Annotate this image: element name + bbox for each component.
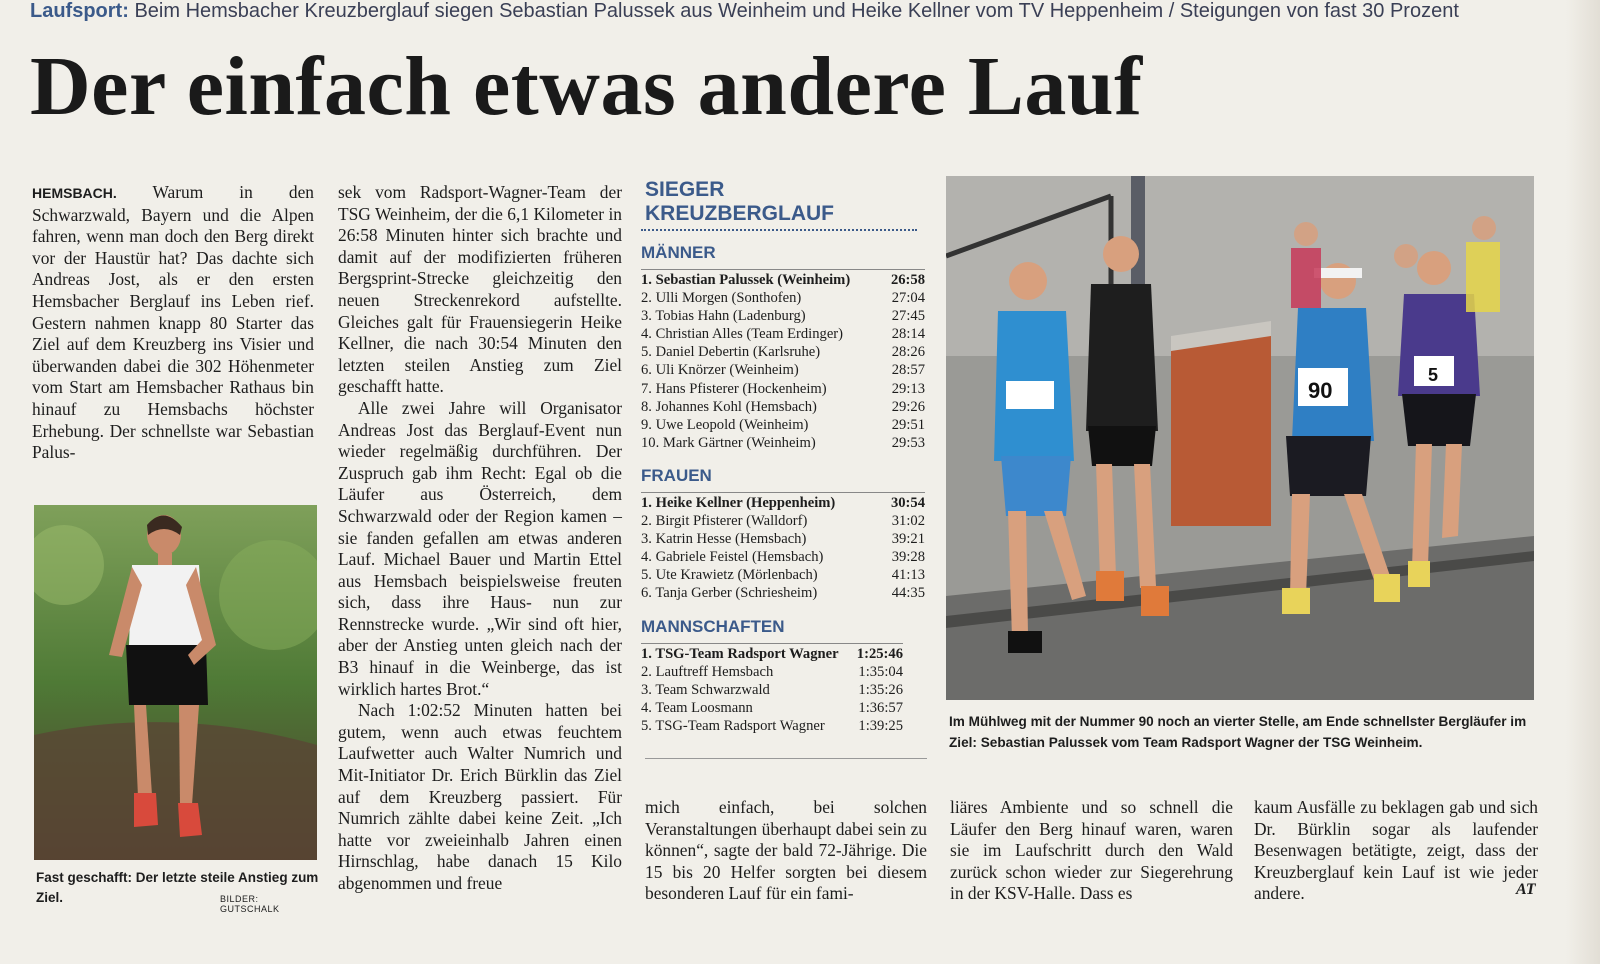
result-time: 39:21	[891, 531, 925, 548]
result-name: 4. Gabriele Feistel (Hemsbach)	[641, 549, 824, 566]
photo-runners	[946, 176, 1534, 700]
result-name: 2. Ulli Morgen (Sonthofen)	[641, 290, 802, 307]
result-row	[641, 398, 925, 416]
photo-credit: BILDER: GUTSCHALK	[220, 894, 280, 914]
result-time: 30:54	[890, 494, 925, 511]
result-row	[641, 416, 925, 434]
result-row	[641, 548, 925, 566]
result-row	[641, 530, 925, 548]
article-column-1	[32, 182, 314, 464]
result-time: 1:35:04	[858, 663, 903, 680]
photo-runners-image	[946, 176, 1534, 700]
photo-small-caption: Fast geschafft: Der letzte steile Anstieg zum Ziel.	[36, 870, 319, 905]
result-row	[641, 325, 925, 343]
result-time: 28:14	[891, 326, 925, 343]
result-time: 31:02	[891, 513, 925, 530]
article-column-2	[338, 182, 622, 895]
result-name: 3. Team Schwarzwald	[641, 681, 770, 698]
headline: Der einfach etwas andere Lauf	[30, 40, 1143, 133]
results-divider	[645, 758, 927, 759]
article-col3-text: mich einfach, bei solchen Veranstaltungen überhaupt dabei sein zu können“, sagte der bald 72-Jährige. Die 15 bis 20 Helfer sorgten bei diesem besonderen Lauf für ein fami-	[645, 797, 927, 904]
article-col2-p3: Nach 1:02:52 Minuten hatten bei gutem, wenn auch etwas feuchtem Laufwetter auch Walter Numrich und Mit-Initiator Dr. Erich Bürklin das Ziel auf dem Kreuzberg passiert. Für Numrich zählte dabei keine Zeit. „Ich hatte vor zweieinhalb Jahren einen Hirnschlag, habe danach 15 Kilo abgenommen und freue	[338, 700, 622, 893]
runner-bib-90: 90	[1308, 378, 1333, 403]
result-time: 29:51	[891, 416, 925, 433]
result-time: 27:45	[891, 308, 925, 325]
article-column-5	[1254, 797, 1538, 905]
article-col4-text: liäres Ambiente und so schnell die Läufer den Berg hinauf waren, waren sie im Laufschritt durch den Wald zurück schon wieder zur Siegerehrung in der KSV-Halle. Dass es	[950, 797, 1233, 904]
result-time: 44:35	[891, 585, 925, 602]
men-results	[641, 269, 925, 452]
result-name: 8. Johannes Kohl (Hemsbach)	[641, 398, 817, 415]
result-time: 39:28	[891, 549, 925, 566]
result-name: 6. Tanja Gerber (Schriesheim)	[641, 585, 818, 602]
runner-bib-5: 5	[1428, 365, 1439, 385]
result-name: 10. Mark Gärtner (Weinheim)	[641, 434, 816, 451]
result-name: 2. Lauftreff Hemsbach	[641, 663, 774, 680]
result-row	[641, 361, 925, 379]
result-time: 28:26	[891, 344, 925, 361]
result-name: 4. Team Loosmann	[641, 699, 753, 716]
result-time: 28:57	[891, 362, 925, 379]
result-time: 29:13	[891, 380, 925, 397]
kicker-label: Laufsport:	[30, 0, 129, 22]
article-col2-p2: Alle zwei Jahre will Organisator Andreas Jost das Berglauf-Event nun wieder regelmäßig durchführen. Der Zuspruch gab ihm Recht: Egal ob die Läufer aus Österreich, dem Schwarzwald oder der Region kamen – sie fanden gefallen am etwas anderen Lauf. Michael Bauer und Martin Ettel aus Hemsbach beispielsweise freuten sich, dass ihre Haus- nun zur Rennstrecke wurde. „Wir sind oft hier, aber der Anstieg unten gleich nach der B3 hinauf in die Weinberge, das ist wirklich hartes Brot.“	[338, 397, 622, 699]
result-row	[641, 699, 903, 717]
result-name: 9. Uwe Leopold (Weinheim)	[641, 416, 809, 433]
result-row	[641, 566, 925, 584]
kicker-line	[30, 0, 1570, 23]
teams-heading: MANNSCHAFTEN	[641, 616, 785, 636]
result-row	[641, 492, 925, 512]
result-name: 3. Katrin Hesse (Hemsbach)	[641, 531, 807, 548]
result-name: 1. Heike Kellner (Heppenheim)	[641, 494, 836, 511]
result-row	[641, 434, 925, 452]
result-row	[641, 307, 925, 325]
result-name: 1. Sebastian Palussek (Weinheim)	[641, 272, 851, 288]
result-time: 29:53	[891, 434, 925, 451]
result-row	[641, 584, 925, 602]
result-row	[641, 289, 925, 307]
result-row	[641, 380, 925, 398]
result-time: 27:04	[891, 290, 925, 307]
result-time: 41:13	[891, 567, 925, 584]
result-time: 1:35:26	[858, 681, 903, 698]
results-box	[641, 178, 925, 735]
result-name: 5. Ute Krawietz (Mörlenbach)	[641, 567, 818, 584]
result-time: 29:26	[891, 398, 925, 415]
women-heading: FRAUEN	[641, 465, 712, 485]
article-col5-text: kaum Ausfälle zu beklagen gab und sich Dr. Bürklin sogar als laufender Besenwagen betätigte, zeigt, dass der Kreuzberglauf kein Lauf ist wie jeder andere.	[1254, 797, 1538, 904]
page-edge-shadow	[1566, 0, 1600, 964]
article-column-3	[645, 797, 927, 905]
result-time: 1:25:46	[856, 645, 903, 662]
result-row	[641, 717, 903, 735]
photo-female-runner	[34, 505, 317, 860]
result-row	[641, 269, 925, 289]
result-row	[641, 663, 903, 681]
result-name: 5. TSG-Team Radsport Wagner	[641, 717, 825, 734]
result-row	[641, 681, 903, 699]
team-results	[641, 643, 925, 735]
result-time: 1:39:25	[858, 717, 903, 734]
result-name: 7. Hans Pfisterer (Hockenheim)	[641, 380, 827, 397]
result-name: 4. Christian Alles (Team Erdinger)	[641, 326, 844, 343]
result-name: 5. Daniel Debertin (Karlsruhe)	[641, 344, 821, 361]
result-name: 6. Uli Knörzer (Weinheim)	[641, 362, 799, 379]
men-heading: MÄNNER	[641, 243, 716, 262]
results-title: SIEGER KREUZBERGLAUF	[641, 178, 917, 231]
dateline: HEMSBACH.	[32, 185, 117, 201]
result-row	[641, 343, 925, 361]
article-col2-p1: sek vom Radsport-Wagner-Team der TSG Weinheim, der die 6,1 Kilometer in 26:58 Minuten hinter sich brachte und damit auf der modifizierten früheren Bergsprint-Strecke gleichzeitig den neuen Streckenrekord aufstellte. Gleiches galt für Frauensiegerin Heike Kellner, die nach 30:54 Minuten den letzten steilen Anstieg zum Ziel geschafft hatte.	[338, 182, 622, 397]
author-initials: AT	[1516, 881, 1536, 898]
result-time: 1:36:57	[858, 699, 903, 716]
photo-large-caption: Im Mühlweg mit der Nummer 90 noch an vierter Stelle, am Ende schnellster Bergläufer im Ziel: Sebastian Palussek vom Team Radsport Wagner der TSG Weinheim.	[949, 714, 1527, 750]
women-results	[641, 492, 925, 603]
photo-female-runner-image	[34, 505, 317, 860]
article-column-4	[950, 797, 1233, 905]
result-row	[641, 643, 903, 663]
result-name: 3. Tobias Hahn (Ladenburg)	[641, 308, 806, 325]
result-name: 1. TSG-Team Radsport Wagner	[641, 645, 839, 662]
result-name: 2. Birgit Pfisterer (Walldorf)	[641, 513, 808, 530]
kicker-text: Beim Hemsbacher Kreuzberglauf siegen Sebastian Palussek aus Weinheim und Heike Kellner vom TV Heppenheim / Steigungen von fast 30 Prozent	[134, 0, 1459, 22]
result-time: 26:58	[890, 272, 925, 288]
article-col1-text: Warum in den Schwarzwald, Bayern und die Alpen fahren, wenn man doch den Berg direkt vor der Haustür hat? Das dachte sich Andreas Jost, als er den ersten Hemsbacher Berglauf ins Leben rief. Gestern nahmen knapp 80 Starter das Ziel auf dem Kreuzberg ins Visier und überwanden dabei die 302 Höhenmeter vom Start am Hemsbacher Rathaus bin hinauf zu Hemsbachs höchster Erhebung. Der schnellste war Sebastian Palus-	[32, 182, 314, 463]
result-row	[641, 512, 925, 530]
